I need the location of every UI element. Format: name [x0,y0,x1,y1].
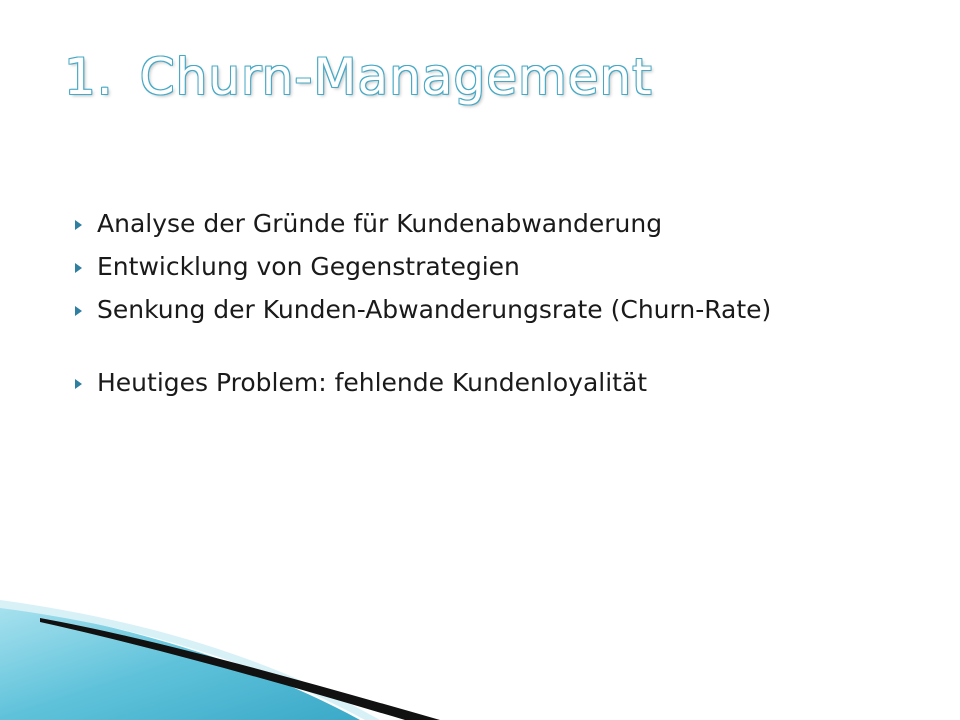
bullet-text: Senkung der Kunden-Abwanderungsrate (Churn-Rate) [97,295,772,324]
triangle-bullet-icon [75,263,82,273]
triangle-bullet-icon [75,220,82,230]
bullet-list [72,206,892,408]
triangle-bullet-icon [75,306,82,316]
bullet-text: Entwicklung von Gegenstrategien [97,252,520,281]
bullet-item [72,249,892,285]
title-text: Churn-Management [139,48,653,106]
title-number: 1. [64,48,114,106]
bullet-item [72,292,892,328]
bullet-item [72,206,892,242]
bullet-text: Analyse der Gründe für Kundenabwanderung [97,209,663,238]
bullet-item [72,365,892,401]
slide-title [64,48,653,106]
bullet-text: Heutiges Problem: fehlende Kundenloyalität [97,368,648,397]
triangle-bullet-icon [75,379,82,389]
